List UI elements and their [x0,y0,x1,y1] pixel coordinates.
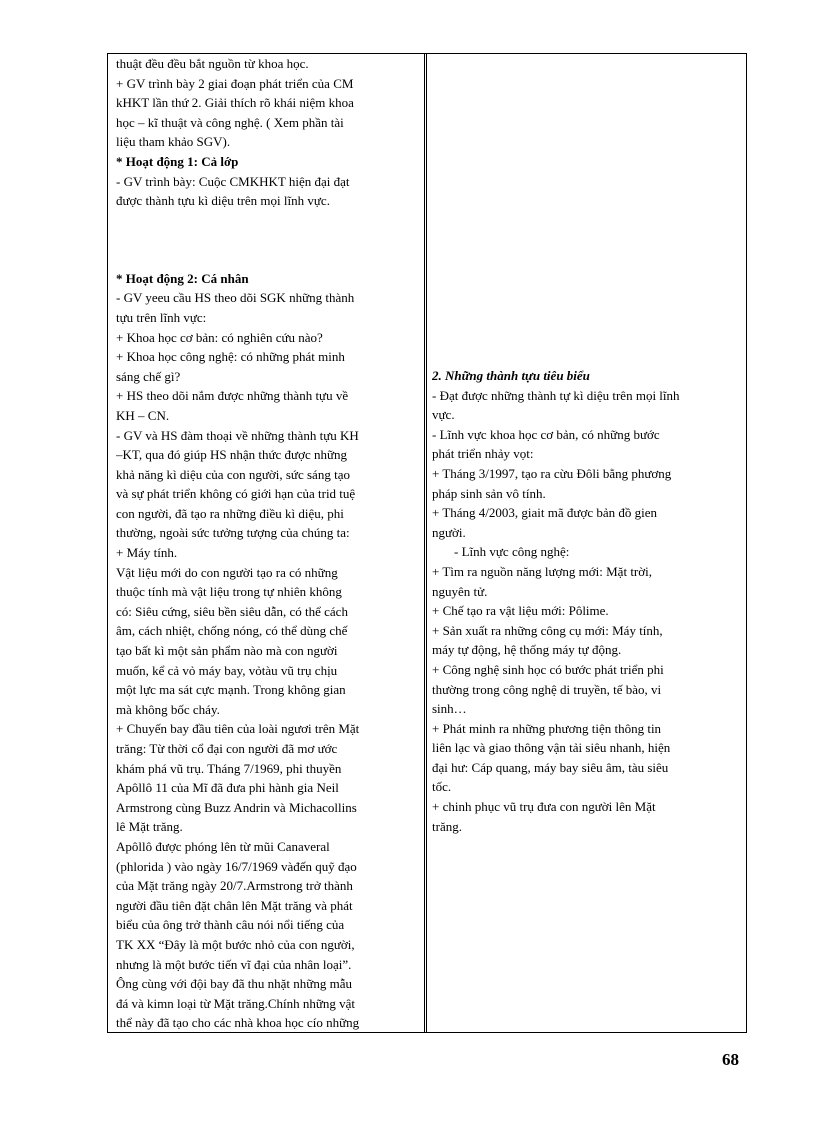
text-line: + Tìm ra nguồn năng lượng mới: Mặt trời, [432,563,652,579]
activity-text-block [116,54,418,152]
activity-text-block [116,172,418,211]
text-line: người đầu tiên đặt chân lên Mặt trăng và phát [116,897,353,913]
text-line: + Phát minh ra những phương tiện thông tin [432,720,662,736]
text-line: - Lĩnh vực khoa học cơ bản, có những bước [432,426,660,442]
text-line: lê Mặt trăng. [116,819,183,835]
text-line: vực. [432,407,455,423]
text-line: pháp sinh sản vô tính. [432,485,546,501]
text-line: + Chế tạo ra vật liệu mới: Pôlime. [432,603,609,619]
blank-space [432,54,740,366]
text-line: Vật liệu mới do con người tạo ra có những [116,564,338,580]
text-line: một lực ma sát cực mạnh. Trong không gian [116,682,346,698]
activity-heading-class: * Hoạt động 1: Cả lớp [116,153,239,169]
text-line: máy tự động, hệ thống máy tự động. [432,642,622,658]
text-line: học – kĩ thuật và công nghệ. ( Xem phần tài [116,114,344,130]
column-divider [424,54,425,1032]
text-line: - Đạt được những thành tự kì diệu trên mọi lĩnh [432,387,680,403]
text-line: + Chuyến bay đầu tiên của loài ngươi trên Mặt [116,721,360,737]
text-line: + Sản xuất ra những công cụ mới: Máy tính, [432,622,663,638]
text-line: tạo bất kì một sản phẩm nào mà con người [116,643,338,659]
text-line: muốn, kể cả vỏ máy bay, vỏtàu vũ trụ chịu [116,662,338,678]
text-line: Armstrong cùng Buzz Andrin và Michacollins [116,799,357,815]
text-line: người. [432,524,466,540]
text-line: tốc. [432,779,452,795]
text-line: âm, cách nhiệt, chống nóng, có thể dùng chế [116,623,348,639]
text-line: Apôllô được phóng lên từ mũi Canaveral [116,838,330,854]
text-line: KH – CN. [116,407,170,423]
text-line: được thành tựu kì diệu trên mọi lĩnh vực. [116,193,330,209]
text-line: khám phá vũ trụ. Tháng 7/1969, phi thuyền [116,760,342,776]
text-line: liệu tham khảo SGV). [116,134,231,150]
page-number: 68 [722,1050,739,1069]
text-line: khả năng kì diệu của con người, sức sáng tạo [116,466,350,482]
text-line: và sự phát triển không có giới hạn của trid tuệ [116,486,356,502]
text-line: –KT, qua đó giúp HS nhận thức được những [116,447,348,463]
text-line: mà không bốc cháy. [116,701,220,717]
activity-text-block [116,288,418,1033]
text-line: + HS theo dõi nắm được những thành tựu về [116,388,349,404]
text-line: phát triển nhảy vọt: [432,446,534,462]
text-line: - GV và HS đàm thoại về những thành tựu KH [116,427,359,443]
text-line: thường trong công nghệ di truyền, tế bào, vi [432,681,662,697]
text-line: nhưng là một bước tiến vĩ đại của nhân loại”. [116,956,352,972]
lesson-table [107,53,747,1033]
text-line: - GV trình bày: Cuộc CMKHKT hiện đại đạt [116,173,350,189]
text-line: trăng. [432,818,462,834]
teacher-activities-column [116,54,418,1033]
content-text-block [432,386,740,543]
knowledge-column [432,54,740,836]
text-line: Ông cùng với đội bay đã thu nhặt những mẫu [116,976,352,992]
text-line: + Khoa học công nghệ: có những phát minh [116,349,345,365]
subsection-line: - Lĩnh vực công nghệ: [454,544,570,560]
text-line: con người, đã tạo ra những điều kì diệu, phi [116,505,344,521]
text-line: Apôllô 11 của Mĩ đã đưa phi hành gia Neil [116,780,339,796]
text-line: thuật đều đều bắt nguồn từ khoa học. [116,56,309,71]
text-line: đá và kimn loại từ Mặt trăng.Chính những vật [116,995,356,1011]
text-line: + GV trình bày 2 giai đoạn phát triển của CM [116,75,354,91]
text-line: đại hư: Cáp quang, máy bay siêu âm, tàu siêu [432,759,669,775]
text-line: nguyên tử. [432,583,488,599]
text-line: + Máy tính. [116,545,178,561]
text-line: có: Siêu cứng, siêu bền siêu dẫn, có thể cách [116,603,348,619]
text-line: của Mặt trăng ngày 20/7.Armstrong trở thành [116,878,353,894]
section-heading: 2. Những thành tựu tiêu biểu [432,368,590,383]
text-line: liên lạc và giao thông vận tải siêu nhanh, hiện [432,740,671,756]
text-line: + Khoa học cơ bản: có nghiên cứu nào? [116,329,323,345]
text-line: sinh… [432,701,467,717]
text-line: kHKT lần thứ 2. Giải thích rõ khái niệm khoa [116,95,354,111]
text-line: TK XX “Đây là một bước nhỏ của con người, [116,936,355,952]
text-line: + Tháng 3/1997, tạo ra cừu Đôli bằng phương [432,465,672,481]
activity-heading-individual: * Hoạt động 2: Cá nhân [116,270,249,286]
text-line: + Công nghệ sinh học có bước phát triển phi [432,661,664,677]
text-line: (phlorida ) vào ngày 16/7/1969 vàđến quỹ đạo [116,858,357,874]
text-line: trăng: Từ thời cổ đại con người đã mơ ước [116,741,338,756]
blank-space [116,211,418,269]
text-line: thể này đã tạo cho các nhà khoa học cío những [116,1015,360,1031]
text-line: - GV yeeu cầu HS theo dõi SGK những thành [116,290,355,306]
column-divider [426,54,427,1032]
text-line: sáng chế gì? [116,368,181,384]
text-line: thuộc tính mà vật liệu trong tự nhiên không [116,584,342,600]
text-line: + Tháng 4/2003, giait mã được bản đồ gien [432,505,657,521]
text-line: tựu trên lĩnh vực: [116,309,207,325]
text-line: thường, ngoài sức tưởng tượng của chúng ta: [116,525,350,541]
content-text-block [432,562,740,836]
text-line: + chinh phục vũ trụ đưa con người lên Mặt [432,799,656,815]
text-line: biểu của ông trở thành câu nói nổi tiếng của [116,917,345,933]
